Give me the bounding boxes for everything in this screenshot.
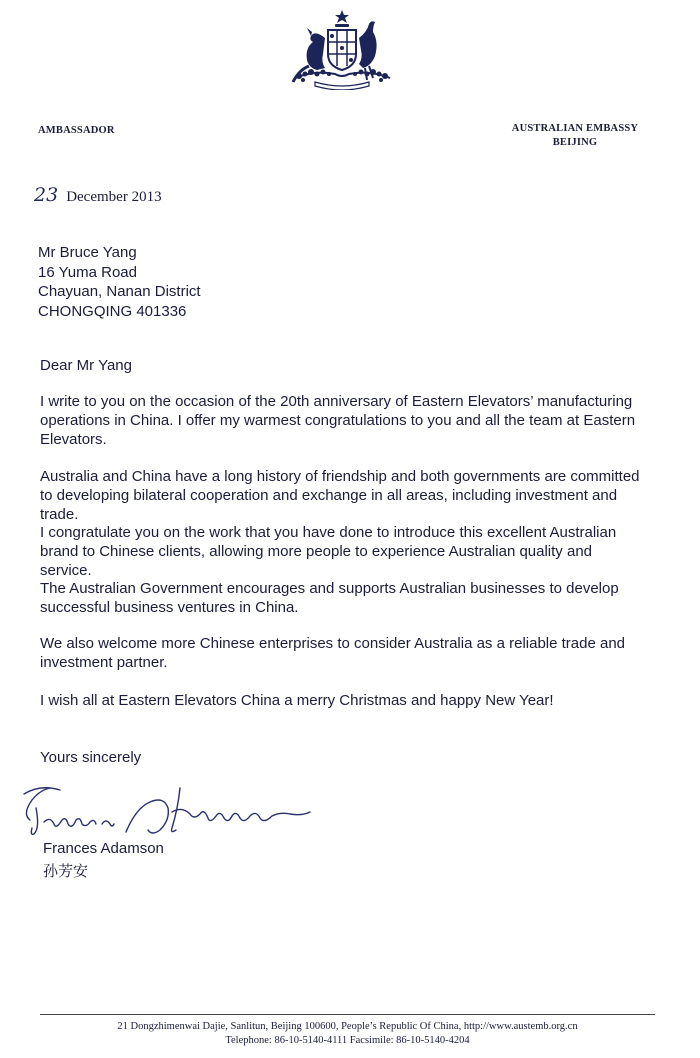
recipient-district: Chayuan, Nanan District (38, 283, 201, 300)
footer-contact: Telephone: 86-10-5140-4111 Facsimile: 86-10-5140-4204 (225, 1035, 470, 1046)
embassy-name: AUSTRALIAN EMBASSY (511, 123, 639, 134)
letter-date (34, 184, 162, 206)
recipient-address (38, 243, 201, 321)
footer-address: 21 Dongzhimenwai Dajie, Sanlitun, Beijing 100600, People’s Republic Of China, http://www.austemb.org.cn (117, 1021, 578, 1032)
recipient-city: CHONGQING 401336 (38, 302, 187, 320)
date-month-year: December 2013 (66, 189, 162, 205)
coat-of-arms-crest (285, 8, 400, 90)
body-paragraph: I write to you on the occasion of the 20th anniversary of Eastern Elevators’ manufacturing operations in China. I offer my warmest congratulations to you and all the team at Eastern Elevators. (40, 393, 636, 448)
body-paragraph: I congratulate you on the work that you have done to introduce this excellent Australian brand to Chinese clients, allowing more people to experience Australian quality and service. (40, 524, 617, 579)
salutation: Dear Mr Yang (40, 357, 132, 374)
body-paragraph: I wish all at Eastern Elevators China a merry Christmas and happy New Year! (40, 692, 554, 709)
body-paragraph: Australia and China have a long history of friendship and both governments are committed to developing bilateral cooperation and exchange in all areas, including investment and trade. (40, 468, 640, 523)
recipient-name: Mr Bruce Yang (38, 244, 137, 261)
recipient-street: 16 Yuma Road (38, 263, 137, 281)
embassy-heading (480, 122, 670, 150)
closing: Yours sincerely (40, 749, 142, 766)
signatory-name-chinese: 孙芳安 (43, 862, 89, 880)
body-paragraph: We also welcome more Chinese enterprises to consider Australia as a reliable trade and investment partner. (40, 635, 626, 671)
embassy-city: BEIJING (552, 137, 598, 148)
handwritten-signature (10, 768, 330, 848)
ambassador-title: AMBASSADOR (38, 125, 115, 136)
footer-divider (40, 1014, 655, 1015)
date-day-handwritten: 23 (34, 184, 59, 206)
signatory-name: Frances Adamson (43, 840, 164, 857)
body-paragraph: The Australian Government encourages and supports Australian businesses to develop successful business ventures in China. (40, 580, 619, 616)
